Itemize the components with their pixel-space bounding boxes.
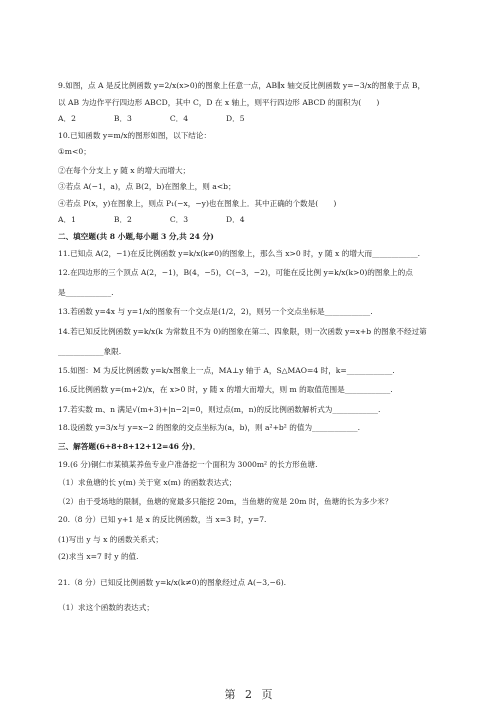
question-line: 18.设函数 y=3/x与 y=x−2 的图象的交点坐标为(a，b)，则 a²+b² 的值为____________.	[58, 423, 361, 432]
question-line: ____________象限.	[58, 347, 122, 356]
question-line: （1）求鱼塘的长 y(m) 关于宽 x(m) 的函数表达式；	[58, 478, 237, 487]
question-line: 11.已知点 A(2，−1)在反比例函数 y=k/x(k≠0)的图象上，那么当 x>0 时，y 随 x 的增大而____________.	[58, 249, 421, 258]
question-line: 17.若实数 m、n 满足√(m+3)+|n−2|=0，则过点(m，n)的反比例函数解析式为____________.	[58, 405, 381, 414]
question-line: 10.已知函数 y=m/x的图形如图，以下结论：	[58, 131, 212, 140]
question-line: A．2 B．3 C．4 D．5	[58, 114, 245, 123]
section-heading: 二、填空题(共 8 小题,每小题 3 分,共 24 分)	[58, 232, 214, 241]
question-line: 是____________.	[58, 288, 114, 297]
question-line: ③若点 A(−1，a)，点 B(2，b)在图象上，则 a<b；	[58, 182, 236, 191]
question-line: 21.（8 分）已知反比例函数 y=k/x(k≠0)的图象经过点 A(−3,−6).	[58, 578, 287, 587]
question-line: （1）求这个函数的表达式；	[58, 603, 154, 612]
question-line: 12.在四边形的三个顶点 A(2，−1)，B(4，−5)，C(−3，−2)，可能在反比例 y=k/x(k>0)的图象上的点	[58, 268, 413, 277]
question-line: 15.如图：M 为反比例函数 y=k/x图象上一点，MA⊥y 轴于 A，S△MAO=4 时，k=____________.	[58, 366, 395, 375]
question-line: 16.反比例函数 y=(m+2)/x，在 x>0 时，y 随 x 的增大而增大，则 m 的取值范围是____________.	[58, 385, 393, 394]
question-line: （2）由于受场地的限制，鱼塘的宽最多只能挖 20m，当鱼塘的宽是 20m 时，鱼塘的长为多少米？	[58, 497, 393, 506]
question-line: ④若点 P(x，y)在图象上，则点 P₁(−x，−y)也在图象上．其中正确的个数是( )	[58, 199, 337, 208]
question-line: 19.(6 分)铜仁市某镇某养鱼专业户准备挖一个面积为 3000m² 的长方形鱼塘.	[58, 460, 318, 469]
question-line: ②在每个分支上 y 随 x 的增大而增大；	[58, 166, 191, 175]
question-line: (1)写出 y 与 x 的函数关系式；	[58, 535, 163, 544]
question-line: (2)求当 x=7 时 y 的值.	[58, 552, 139, 561]
page-footer: 第 2 页	[224, 688, 276, 701]
question-line: 9.如图，点 A 是反比例函数 y=2/x(x>0)的图象上任意一点，AB∥x 轴交反比例函数 y=−3/x的图象于点 B，	[58, 81, 426, 90]
question-line: ①m<0；	[58, 147, 91, 156]
question-line: 14.若已知反比例函数 y=k/x(k 为常数且不为 0)的图象在第二、四象限，则一次函数 y=x+b 的图象不经过第	[58, 327, 427, 336]
section-heading: 三、解答题(6+8+8+12+12=46 分)．	[58, 442, 201, 451]
question-line: 20.（8 分）已知 y+1 是 x 的反比例函数，当 x=3 时，y=7.	[58, 515, 267, 524]
question-line: A．1 B．2 C．3 D．4	[58, 215, 245, 224]
question-line: 以 AB 为边作平行四边形 ABCD，其中 C，D 在 x 轴上，则平行四边形 ABCD 的面积为( )	[58, 98, 380, 107]
question-line: 13.若函数 y=4x 与 y=1/x的图象有一个交点是(1/2，2)，则另一个交点坐标是____________.	[58, 307, 373, 316]
